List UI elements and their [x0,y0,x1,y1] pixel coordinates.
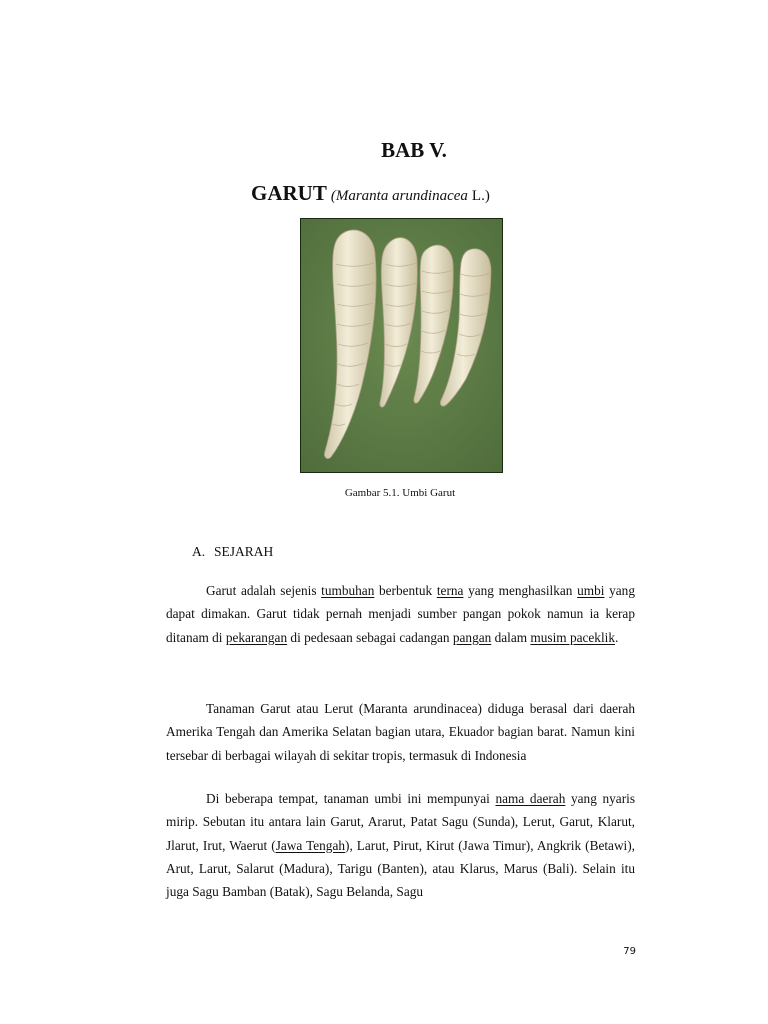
tuber-photo [300,218,503,473]
link-jawa-tengah[interactable]: Jawa Tengah [275,837,346,853]
link-pangan[interactable]: pangan [452,629,492,645]
paragraph-3-text: ), Larut, Pirut, Kirut (Jawa Timur), Angkrik (Betawi), Arut, Larut, Salarut (Madura), Tarigu (Banten), atau Klarus, Marus (Bali). Selain itu juga Sagu Bamban (Batak), Sagu Belanda, Sagu [166,837,635,900]
paragraph-3-text: Di beberapa tempat, tanaman umbi ini mempunyai [206,791,496,806]
author-abbreviation: L.) [471,188,490,204]
paragraph-1-text: berbentuk [374,583,437,598]
paragraph-2 [166,697,635,767]
plant-heading [251,181,490,206]
link-terna[interactable]: terna [436,583,464,598]
paragraph-3 [166,787,635,903]
paragraph-1-text: Garut adalah sejenis [206,583,322,598]
chapter-title: BAB V. [381,138,447,162]
link-pekarangan[interactable]: pekarangan [225,629,288,645]
paragraph-1-text: yang dapat dimakan. Garut tidak pernah menjadi sumber pangan pokok namun ia kerap ditanam di [166,583,635,645]
figure-caption: Gambar 5.1. Umbi Garut [344,487,456,499]
section-number: A. [192,544,206,559]
link-musim-paceklik[interactable]: musim paceklik [530,629,615,645]
link-umbi[interactable]: umbi [577,583,605,598]
paragraph-1-text: dalam [491,629,531,645]
paragraph-2-text: Tanaman Garut atau Lerut (Maranta arundinacea) diduga berasal dari daerah Amerika Tengah dan Amerika Selatan bagian utara, Ekuador bagian barat. Namun kini tersebar di berbagai wilayah di sekitar tropis, termasuk di Indonesia [166,701,635,763]
plant-name: GARUT [251,181,327,205]
paragraph-1-text: yang menghasilkan [463,583,578,598]
paragraph-3-text: yang nyaris mirip. Sebutan itu antara lain Garut, Ararut, Patat Sagu (Sunda), Lerut, Garut, Klarut, Jlarut, Irut, Waerut ( [166,791,635,853]
scientific-name: (Maranta arundinacea [330,188,468,204]
section-heading [192,544,273,560]
link-nama-daerah[interactable]: nama daerah [495,791,566,806]
paragraph-1 [166,579,635,649]
link-tumbuhan[interactable]: tumbuhan [321,583,375,598]
paragraph-1-text: di pedesaan sebagai cadangan [287,629,453,645]
section-title: SEJARAH [214,544,274,559]
paragraph-1-text: . [615,629,619,645]
page-number: 79 [623,946,636,957]
